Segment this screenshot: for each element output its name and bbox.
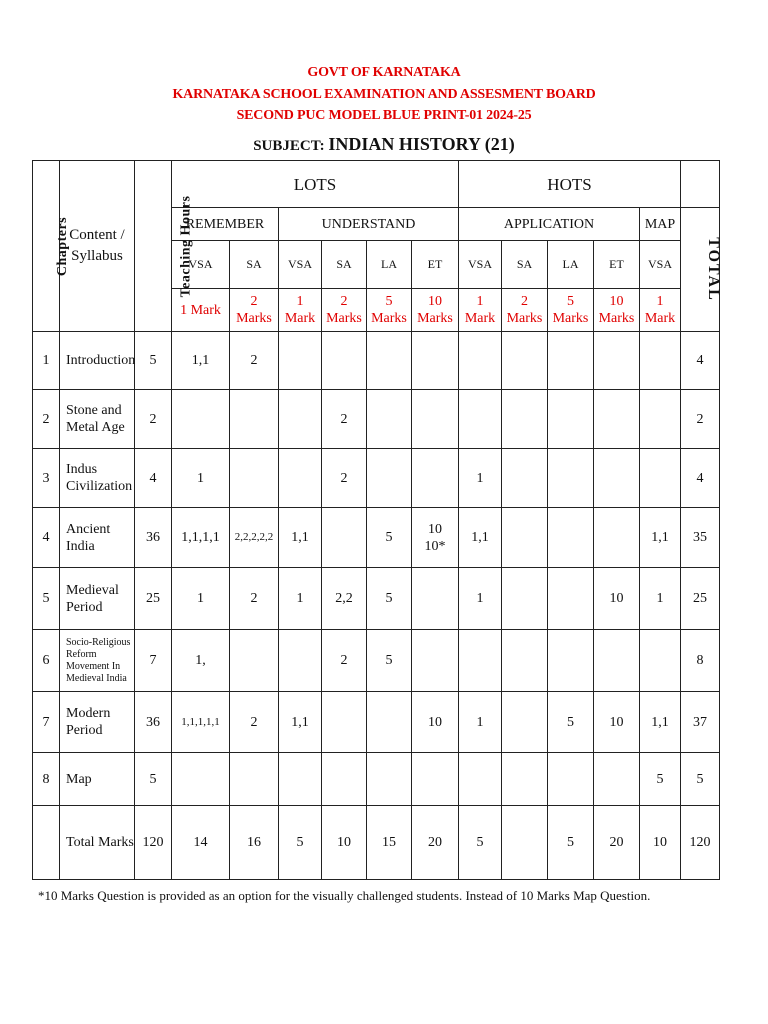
marks-cell: [172, 390, 230, 449]
question-type-header: SA: [322, 241, 367, 289]
total-header: TOTAL: [681, 208, 720, 332]
table-row: [33, 753, 720, 806]
table-row: [33, 568, 720, 630]
teaching-hours: 7: [135, 630, 172, 692]
table-row: [33, 390, 720, 449]
marks-cell: 20: [594, 806, 640, 880]
blueprint-title: SECOND PUC MODEL BLUE PRINT-01 2024-25: [236, 108, 532, 123]
marks-cell: 1: [459, 568, 502, 630]
row-total: 35: [681, 508, 720, 568]
table-row: [33, 806, 720, 880]
marks-header: 2 Marks: [230, 289, 279, 332]
marks-cell: 1,1: [279, 508, 322, 568]
marks-cell: [459, 753, 502, 806]
board-title-govt: GOVT OF KARNATAKA: [307, 65, 461, 80]
table-row: [33, 332, 720, 390]
marks-header: 1 Mark: [279, 289, 322, 332]
row-total: 25: [681, 568, 720, 630]
chapter-content: Modern Period: [60, 692, 135, 753]
marks-cell: 5: [367, 630, 412, 692]
table-row: [33, 508, 720, 568]
marks-cell: [322, 332, 367, 390]
marks-cell: [548, 332, 594, 390]
marks-cell: [367, 753, 412, 806]
marks-cell: [279, 332, 322, 390]
marks-header: 1 Mark: [459, 289, 502, 332]
marks-cell: 2,2,2,2,2: [230, 508, 279, 568]
marks-cell: 1: [172, 568, 230, 630]
marks-cell: 2: [230, 692, 279, 753]
subject-label: SUBJECT:: [253, 138, 325, 154]
table-row: [33, 449, 720, 508]
marks-cell: 5: [548, 806, 594, 880]
marks-cell: [594, 332, 640, 390]
marks-header: 2 Marks: [322, 289, 367, 332]
lots-header: LOTS: [172, 161, 459, 208]
hots-header: HOTS: [459, 161, 681, 208]
marks-header: 1 Mark: [172, 289, 230, 332]
teaching-hours: 2: [135, 390, 172, 449]
chapter-content: Map: [60, 753, 135, 806]
chapter-content: Stone and Metal Age: [60, 390, 135, 449]
marks-cell: [502, 508, 548, 568]
marks-cell: 2: [322, 449, 367, 508]
chapter-content: Ancient India: [60, 508, 135, 568]
marks-cell: [502, 332, 548, 390]
marks-cell: 10: [640, 806, 681, 880]
marks-cell: [322, 753, 367, 806]
marks-cell: [502, 630, 548, 692]
marks-cell: 2: [230, 568, 279, 630]
marks-cell: [502, 390, 548, 449]
marks-cell: [367, 390, 412, 449]
marks-cell: [502, 806, 548, 880]
marks-cell: 15: [367, 806, 412, 880]
marks-cell: 10: [594, 568, 640, 630]
marks-cell: [502, 692, 548, 753]
marks-cell: [640, 630, 681, 692]
teaching-hours-header: Teaching Hours: [135, 161, 172, 332]
marks-header: 5 Marks: [548, 289, 594, 332]
marks-cell: [230, 753, 279, 806]
marks-cell: [230, 449, 279, 508]
total-header-top: [681, 161, 720, 208]
question-type-header: LA: [548, 241, 594, 289]
teaching-hours: 4: [135, 449, 172, 508]
teaching-hours: 120: [135, 806, 172, 880]
table-row: [33, 630, 720, 692]
marks-cell: 1,1,1,1,1: [172, 692, 230, 753]
chapter-number: 5: [33, 568, 60, 630]
marks-cell: [459, 390, 502, 449]
marks-cell: 14: [172, 806, 230, 880]
marks-cell: [548, 753, 594, 806]
marks-cell: 10: [322, 806, 367, 880]
chapter-content: Total Marks: [60, 806, 135, 880]
footnote: *10 Marks Question is provided as an option for the visually challenged students. Instead of 10 Marks Map Question.: [38, 888, 651, 903]
blueprint-table: [32, 160, 720, 880]
marks-cell: 5: [548, 692, 594, 753]
marks-cell: 2: [230, 332, 279, 390]
teaching-hours: 5: [135, 332, 172, 390]
teaching-hours: 5: [135, 753, 172, 806]
marks-cell: [279, 753, 322, 806]
marks-cell: [412, 390, 459, 449]
chapter-number: 1: [33, 332, 60, 390]
table-row: [33, 692, 720, 753]
map-header: MAP: [640, 208, 681, 241]
marks-cell: 1: [459, 692, 502, 753]
marks-cell: [279, 630, 322, 692]
marks-cell: [502, 449, 548, 508]
marks-cell: [367, 332, 412, 390]
marks-cell: [412, 753, 459, 806]
marks-cell: [230, 390, 279, 449]
marks-cell: 20: [412, 806, 459, 880]
marks-cell: [279, 449, 322, 508]
marks-header: 10 Marks: [412, 289, 459, 332]
chapter-number: 8: [33, 753, 60, 806]
marks-cell: [502, 753, 548, 806]
chapter-number: 7: [33, 692, 60, 753]
marks-cell: 2: [322, 390, 367, 449]
marks-cell: 16: [230, 806, 279, 880]
marks-cell: 2: [322, 630, 367, 692]
question-type-header: ET: [594, 241, 640, 289]
understand-header: UNDERSTAND: [279, 208, 459, 241]
row-total: 4: [681, 449, 720, 508]
marks-cell: [412, 630, 459, 692]
teaching-hours: 25: [135, 568, 172, 630]
question-type-header: VSA: [172, 241, 230, 289]
teaching-hours: 36: [135, 692, 172, 753]
marks-cell: 10 10*: [412, 508, 459, 568]
row-total: 2: [681, 390, 720, 449]
row-total: 120: [681, 806, 720, 880]
chapter-content: Socio-Religious Reform Movement In Medieval India: [60, 630, 135, 692]
marks-cell: [367, 449, 412, 508]
marks-cell: [594, 753, 640, 806]
teaching-hours: 36: [135, 508, 172, 568]
marks-header: 1 Mark: [640, 289, 681, 332]
chapter-number: 4: [33, 508, 60, 568]
content-header: Content / Syllabus: [60, 161, 135, 332]
chapter-number: [33, 806, 60, 880]
marks-cell: [548, 630, 594, 692]
marks-cell: 1,1,1,1: [172, 508, 230, 568]
marks-cell: [367, 692, 412, 753]
question-type-header: LA: [367, 241, 412, 289]
board-title-name: KARNATAKA SCHOOL EXAMINATION AND ASSESMENT BOARD: [172, 87, 596, 102]
question-type-header: SA: [230, 241, 279, 289]
marks-cell: 1: [172, 449, 230, 508]
marks-cell: 5: [640, 753, 681, 806]
marks-cell: [459, 332, 502, 390]
marks-cell: 10: [594, 692, 640, 753]
marks-cell: [594, 390, 640, 449]
marks-cell: [502, 568, 548, 630]
marks-cell: 1: [279, 568, 322, 630]
marks-cell: [594, 449, 640, 508]
marks-cell: 1,1: [640, 508, 681, 568]
marks-cell: 1: [459, 449, 502, 508]
chapter-number: 2: [33, 390, 60, 449]
marks-cell: [548, 390, 594, 449]
marks-cell: [412, 568, 459, 630]
question-type-header: VSA: [459, 241, 502, 289]
question-type-header: ET: [412, 241, 459, 289]
marks-cell: 1,1: [459, 508, 502, 568]
marks-cell: [594, 508, 640, 568]
marks-header: 5 Marks: [367, 289, 412, 332]
subject-heading: [0, 134, 768, 155]
marks-cell: [548, 449, 594, 508]
subject-name: INDIAN HISTORY (21): [328, 134, 515, 154]
marks-cell: [459, 630, 502, 692]
marks-cell: 5: [367, 568, 412, 630]
marks-cell: 2,2: [322, 568, 367, 630]
marks-cell: [279, 390, 322, 449]
chapter-content: Medieval Period: [60, 568, 135, 630]
marks-header: 10 Marks: [594, 289, 640, 332]
question-type-header: VSA: [640, 241, 681, 289]
chapter-number: 3: [33, 449, 60, 508]
marks-cell: [322, 508, 367, 568]
marks-cell: 1,1: [279, 692, 322, 753]
marks-cell: [322, 692, 367, 753]
question-type-header: SA: [502, 241, 548, 289]
marks-cell: 1,1: [172, 332, 230, 390]
marks-cell: [230, 630, 279, 692]
marks-cell: 1,: [172, 630, 230, 692]
marks-cell: 1: [640, 568, 681, 630]
marks-cell: [412, 332, 459, 390]
chapters-header: Chapters: [33, 161, 60, 332]
marks-cell: [172, 753, 230, 806]
marks-cell: [640, 332, 681, 390]
marks-cell: [594, 630, 640, 692]
marks-header: 2 Marks: [502, 289, 548, 332]
row-total: 37: [681, 692, 720, 753]
marks-cell: 5: [279, 806, 322, 880]
marks-cell: 10: [412, 692, 459, 753]
chapter-number: 6: [33, 630, 60, 692]
marks-cell: [640, 449, 681, 508]
question-type-header: VSA: [279, 241, 322, 289]
marks-cell: [640, 390, 681, 449]
remember-header: REMEMBER: [172, 208, 279, 241]
marks-cell: 1,1: [640, 692, 681, 753]
application-header: APPLICATION: [459, 208, 640, 241]
marks-cell: [548, 508, 594, 568]
marks-cell: 5: [367, 508, 412, 568]
row-total: 8: [681, 630, 720, 692]
marks-cell: 5: [459, 806, 502, 880]
marks-cell: [412, 449, 459, 508]
marks-cell: [548, 568, 594, 630]
row-total: 4: [681, 332, 720, 390]
chapter-content: Introduction: [60, 332, 135, 390]
chapter-content: Indus Civilization: [60, 449, 135, 508]
row-total: 5: [681, 753, 720, 806]
